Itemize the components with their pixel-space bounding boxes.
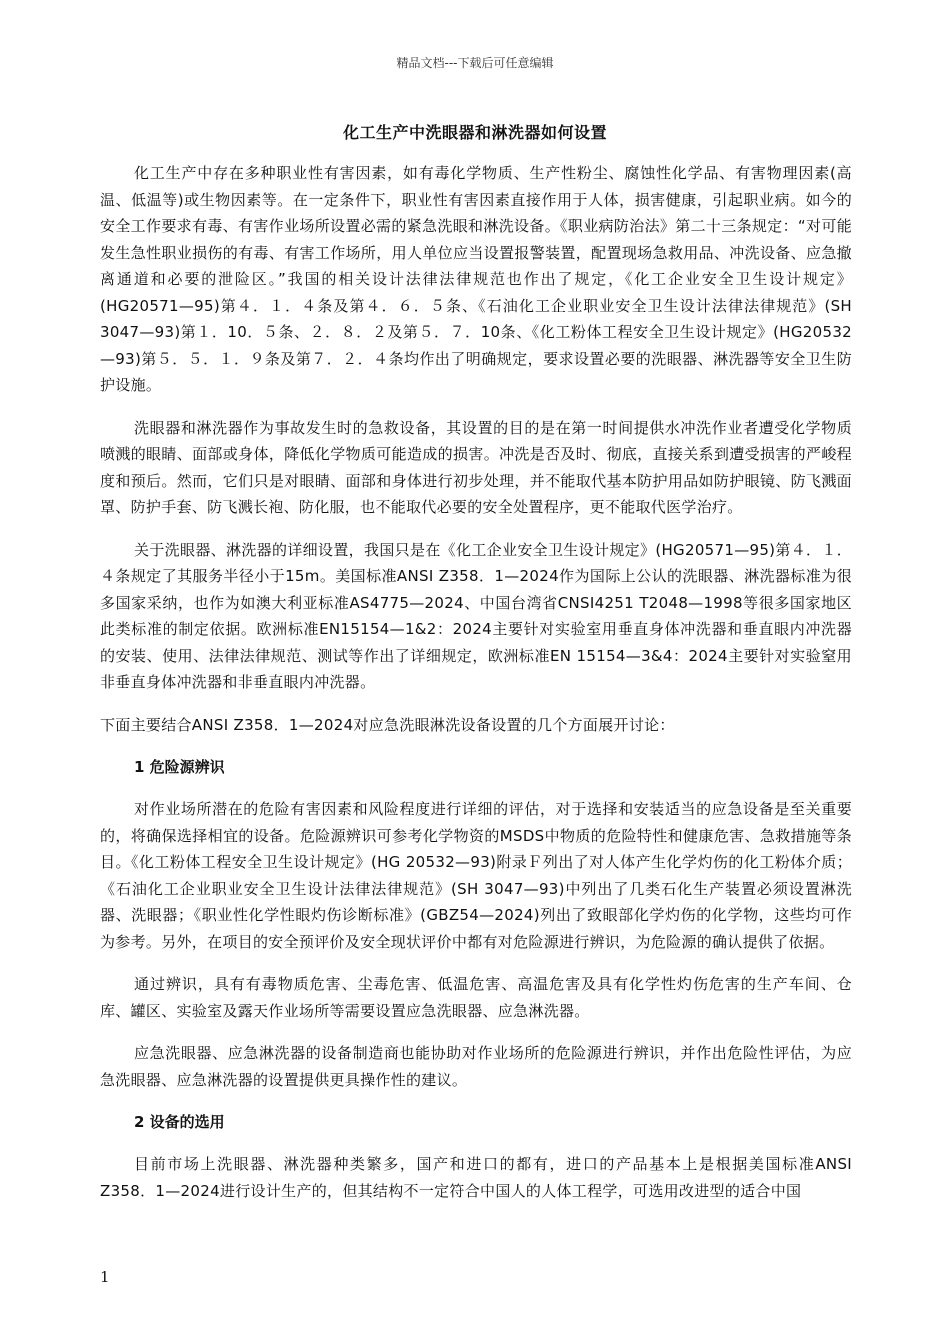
section-heading: 1 危险源辨识 — [134, 758, 225, 776]
paragraph: 下面主要结合ANSI Z358．1—2024对应急洗眼淋洗设备设置的几个方面展开讨论： — [100, 715, 675, 734]
paragraph: 化工生产中存在多种职业性有害因素，如有毒化学物质、生产性粉尘、腐蚀性化学品、有害物理因素(高温、低温等)或生物因素等。在一定条件下，职业性有害因素直接作用于人体，损害健康，引起职业病。如今的安全工作要求有毒、有害作业场所设置必需的紧急洗眼和淋洗设备。《职业病防治法》第二十三条规定：“对可能发生急性职业损伤的有毒、有害工作场所，用人单位应当设置报警装置，配置现场急救用品、冲洗设备、应急撤离通道和必要的泄险区。”我国的相关设计法律法律规范也作出了规定，《化工企业安全卫生设计规定》(HG20571—95)第４．１．４条及第４．６．５条、《石油化工企业职业安全卫生设计法律法律规范》(SH 3047—93)第１．10．５条、２．８．２及第５．７．10条、《化工粉体工程安全卫生设计规定》(HG20532—93)第５．５．１．９条及第７．２．４条均作出了明确规定，要求设置必要的洗眼器、淋洗器等安全卫生防护设施。 — [100, 164, 852, 394]
document-title: 化工生产中洗眼器和淋洗器如何设置 — [342, 123, 607, 142]
paragraph: 关于洗眼器、淋洗器的详细设置，我国只是在《化工企业安全卫生设计规定》(HG20571—95)第４．１．４条规定了其服务半径小于15m。美国标准ANSI Z358．1—2024作为国际上公认的洗眼器、淋洗器标准为很多国家采纳，也作为如澳大利亚标准AS4775—2024、中国台湾省CNSI4251 T2048—1998等很多国家地区此类标准的制定依据。欧洲标准EN15154—1&2：2024主要针对实验室用垂直身体冲洗器和垂直眼内冲洗器的安装、使用、法律法律规范、测试等作出了详细规定，欧洲标准EN 15154—3&4：2024主要针对实验窒用非垂直身体冲洗器和非垂直眼内冲洗器。 — [100, 540, 852, 691]
paragraph: 洗眼器和淋洗器作为事故发生时的急救设备，其设置的目的是在第一时间提供水冲洗作业者遭受化学物质喷溅的眼睛、面部或身体，降低化学物质可能造成的损害。冲洗是否及时、彻底，直接关系到遭受损害的严峻程度和预后。然而，它们只是对眼睛、面部和身体进行初步处理，并不能取代基本防护用品如防护眼镜、防飞溅面罩、防护手套、防飞溅长袍、防化服，也不能取代必要的安全处置程序，更不能取代医学治疗。 — [100, 418, 852, 516]
paragraph: 通过辨识，具有有毒物质危害、尘毒危害、低温危害、高温危害及具有化学性灼伤危害的生产车间、仓库、罐区、实验室及露天作业场所等需要设置应急洗眼器、应急淋洗器。 — [100, 975, 852, 1020]
page-header: 精品文档---下载后可任意编辑 — [396, 56, 554, 70]
paragraph: 对作业场所潜在的危险有害因素和风险程度进行详细的评估，对于选择和安装适当的应急设备是至关重要的，将确保选择相宜的设备。危险源辨识可参考化学物资的MSDS中物质的危险特性和健康危害、急救措施等条目。《化工粉体工程安全卫生设计规定》(HG 20532—93)附录Ｆ列出了对人体产生化学灼伤的化工粉体介质；《石油化工企业职业安全卫生设计法律法律规范》(SH 3047—93)中列出了几类石化生产装置必须设置淋洗器、洗眼器；《职业性化学性眼灼伤诊断标准》(GBZ54—2024)列出了致眼部化学灼伤的化学物，这些均可作为参考。另外，在项目的安全预评价及安全现状评价中都有对危险源进行辨识，为危险源的确认提供了依据。 — [100, 800, 852, 951]
paragraph: 应急洗眼器、应急淋洗器的设备制造商也能协助对作业场所的危险源进行辨识，并作出危险性评估，为应急洗眼器、应急淋洗器的设置提供更具操作性的建议。 — [100, 1044, 852, 1089]
document-body — [100, 160, 852, 1220]
page-number: 1 — [100, 1268, 110, 1286]
section-heading: 2 设备的选用 — [134, 1113, 225, 1131]
paragraph: 目前市场上洗眼器、淋洗器种类繁多，国产和进口的都有，进口的产品基本上是根据美国标准ANSI Z358．1—2024进行设计生产的，但其结构不一定符合中国人的人体工程学，可选用改进型的适合中国 — [100, 1155, 852, 1200]
